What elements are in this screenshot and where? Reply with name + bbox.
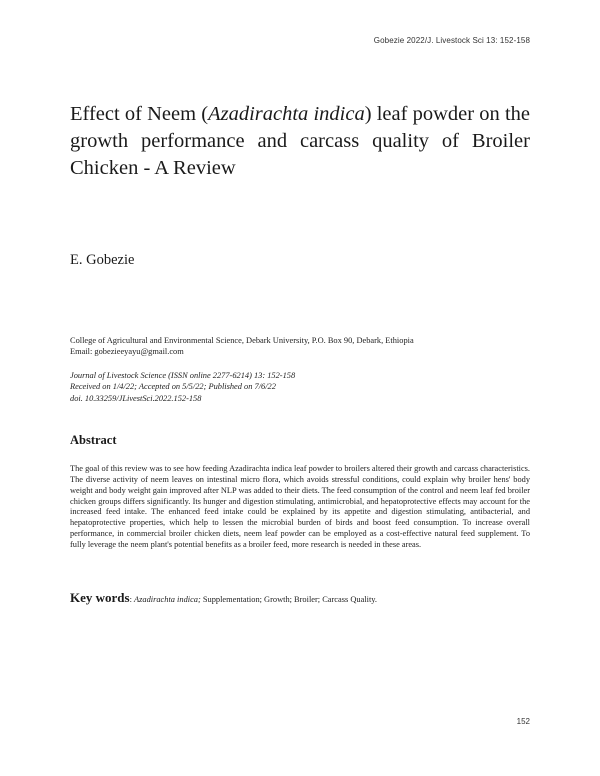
- page-number: 152: [516, 717, 530, 726]
- affiliation-email: Email: gobezieeyayu@gmail.com: [70, 347, 184, 357]
- journal-citation: Journal of Livestock Science (ISSN online 2277-6214) 13: 152-158: [70, 371, 296, 380]
- keywords-line: [70, 590, 540, 606]
- title-part-1: Effect of Neem (: [70, 103, 209, 125]
- journal-doi: doi. 10.33259/JLivestSci.2022.152-158: [70, 393, 202, 403]
- author-name: E. Gobezie: [70, 252, 135, 268]
- running-head: Gobezie 2022/J. Livestock Sci 13: 152-158: [373, 36, 530, 45]
- affiliation-institution: College of Agricultural and Environmental Science, Debark University, P.O. Box 90, Debark, Ethiopia: [70, 336, 414, 345]
- keywords-rest: Supplementation; Growth; Broiler; Carcass Quality.: [200, 595, 378, 604]
- keyword-species: Azadirachta indica;: [134, 595, 201, 604]
- abstract-text: The goal of this review was to see how feeding Azadirachta indica leaf powder to broilers altered their growth and carcass characteristics. The diverse activity of neem leaves on intestinal micro flora, which avoids stressful conditions, could explain why broiler hens' body weight and body weight gain improved after NLP was added to their diets. The feed consumption of the control and neem leaf fed broiler chicken groups differs significantly. Its hunger and digestion stimulating, antimicrobial, and hepatoprotective effects may account for the increased feed intake. The enhanced feed intake could be explained by its appetite and digestion stimulating, antibacterial, and hepatoprotective properties, which help to lessen the microbial burden of birds and boost feed consumption. To increase overall performance, in commercial broiler chicken diets, neem leaf powder can be employed as a cost-effective natural feed supplement. To fully leverage the neem plant's potential benefits as a broiler feed, more research is needed in these areas.: [70, 464, 530, 549]
- title-part-2: ) leaf powder on the growth performance and carcass quality of Broiler Chicken - A Review: [70, 103, 530, 179]
- keywords-label: Key words: [70, 590, 130, 605]
- keywords-separator: :: [129, 595, 135, 604]
- affiliation-block: [70, 335, 540, 358]
- abstract-heading: Abstract: [70, 433, 117, 447]
- journal-dates: Received on 1/4/22; Accepted on 5/5/22; Published on 7/6/22: [70, 382, 276, 392]
- title-species-name: Azadirachta indica: [208, 103, 365, 125]
- journal-info: [70, 370, 540, 404]
- article-title: [70, 101, 530, 182]
